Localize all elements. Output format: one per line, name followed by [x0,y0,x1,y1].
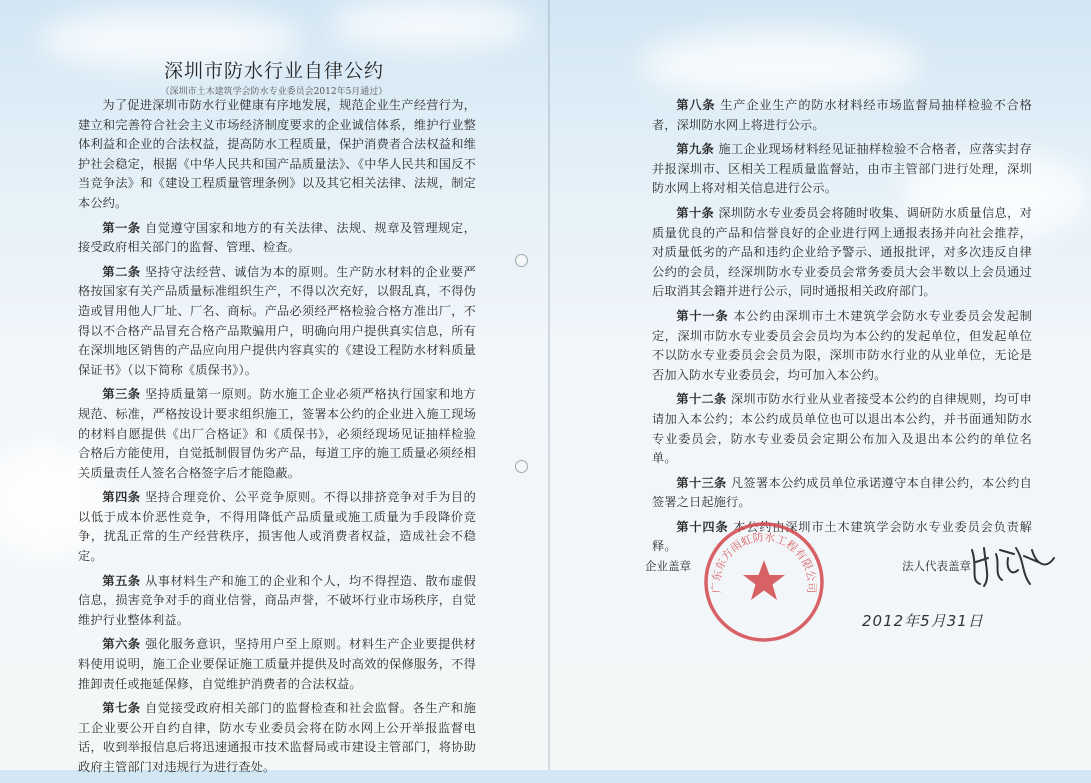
article-heading: 第十四条 [676,519,729,534]
article-heading: 第十二条 [676,392,727,407]
article-1 [78,219,476,258]
article-text: 本公约由深圳市土木建筑学会防水专业委员会发起制定，深圳市防水专业委员会会员均为本公约的发起单位，但发起单位不以防水专业委员会会员为限，深圳市防水行业的从业单位，无论是否加入防水专业委员会，均可加入本公约。 [652,308,1033,382]
article-10 [652,204,1032,302]
cloud-decoration [640,30,920,100]
article-heading: 第五条 [102,573,141,588]
article-4 [78,488,476,566]
article-text: 自觉接受政府相关部门的监督检查和社会监督。各生产和施工企业要公开自约自律，防水专业委员会将在防水网上公开举报监督电话，收到举报信息后将迅速通报市技术监督局或市建设主管部门，将协助政府主管部门对违规行为进行查处。 [78,701,476,774]
left-column [78,96,476,783]
preamble: 为了促进深圳市防水行业健康有序地发展，规范企业生产经营行为，建立和完善符合社会主义市场经济制度要求的企业诚信体系，维护行业整体利益和企业的合法权益，提高防水工程质量，保护消费者合法权益和维护社会稳定，根据《中华人民共和国产品质量法》、《中华人民共和国反不当竞争法》和《建设工程质量管理条例》以及其它相关法律、法规，制定本公约。 [78,98,476,210]
article-text: 深圳市防水行业从业者接受本公约的自律规则，均可申请加入本公约；本公约成员单位也可以退出本公约，并书面通知防水专业委员会，防水专业委员会定期公布加入及退出本公约的单位名单。 [652,392,1032,466]
article-text: 自觉遵守国家和地方的有关法律、法规、规章及管理规定，接受政府相关部门的监督、管理、检查。 [78,220,476,255]
article-9 [652,140,1032,199]
article-text: 坚持守法经营、诚信为本的原则。生产防水材料的企业要严格按国家有关产品质量标准组织生产，不得以次充好，以假乱真，不得伪造或冒用他人厂址、厂名、商标。产品必须经严格检验合格方准出厂，不得以不合格产品冒充合格产品欺骗用户，明确向用户提供真实信息，所有在深圳地区销售的产品应向用户提供内容真实的《建设工程防水材料质量保证书》（以下简称《质保书》）。 [78,264,476,377]
handwritten-signature [966,540,1058,590]
article-text: 施工企业现场材料经见证抽样检验不合格者，应落实封存并报深圳市、区相关工程质量监督站，由市主管部门进行处理，深圳防水网上将对相关信息进行公示。 [652,142,1032,196]
article-heading: 第六条 [102,637,141,652]
seal-text: 广东东方雨虹防水工程有限公司 [709,530,819,594]
right-column [652,96,1032,562]
article-2 [78,263,476,381]
article-text: 从事材料生产和施工的企业和个人，均不得捏造、散布虚假信息，损害竞争对手的商业信誉，商品声誉，不破坏行业市场秩序，自觉维护行业整体利益。 [78,573,476,627]
document-subtitle: （深圳市土木建筑学会防水专业委员会2012年5月通过） [160,87,388,97]
article-text: 凡签署本公约成员单位承诺遵守本自律公约，本公约自签署之日起施行。 [652,475,1032,510]
article-8 [652,96,1032,135]
article-5 [78,572,476,631]
article-text: 坚持质量第一原则。防水施工企业必须严格执行国家和地方规范、标准，严格按设计要求组织施工，签署本公约的企业进入施工现场的材料自愿提供《出厂合格证》和《质保书》，必须经现场见证抽样检验合格后方能使用，自觉抵制假冒伪劣产品，每道工序的施工质量必须经相关质量责任人签名合格签字后才能隐蔽。 [78,387,476,480]
company-seal-label: 企业盖章 [645,559,691,573]
article-heading: 第七条 [102,701,141,716]
article-heading: 第八条 [676,98,716,112]
page-fold [548,0,550,770]
article-13 [652,474,1032,513]
article-heading: 第三条 [102,387,141,402]
article-7 [78,699,476,777]
article-3 [78,385,476,483]
article-11 [652,307,1032,385]
article-text: 坚持合理竞价、公平竞争原则。不得以排挤竞争对手为目的以低于成本价恶性竞争，不得用降低产品质量或施工质量为手段降价竞争，扰乱正常的生产经营秩序，损害他人或消费者权益，造成社会不稳定。 [78,490,476,564]
article-heading: 第十条 [676,205,715,220]
article-heading: 第四条 [102,490,141,505]
article-text: 生产企业生产的防水材料经市场监督局抽样检验不合格者，深圳防水网上将进行公示。 [652,98,1033,132]
article-text: 强化服务意识，坚持用户至上原则。材料生产企业要提供材料使用说明，施工企业要保证施工质量并提供及时高效的保修服务，不得推卸责任或拖延保修，自觉维护消费者的合法权益。 [78,637,476,691]
document-title: 深圳市防水行业自律公约 [163,60,384,82]
article-heading: 第一条 [102,220,141,235]
signing-date: 2012年5月31日 [862,612,984,630]
signature-strokes [972,548,1054,586]
article-heading: 第十一条 [676,308,729,323]
article-6 [78,635,476,694]
article-12 [652,390,1032,468]
article-text: 深圳防水专业委员会将随时收集、调研防水质量信息，对质量优良的产品和信誉良好的企业进行网上通报表扬并向社会推荐，对质量低劣的产品和违约企业给予警示、通报批评，对多次违反自律公约的会员，经深圳防水专业委员会常务委员大会半数以上会员通过后取消其会籍并进行公示，同时通报相关政府部门。 [652,205,1032,299]
article-text: 本公约由深圳市土木建筑学会防水专业委员会负责解释。 [652,519,1033,554]
article-heading: 第十三条 [676,475,727,490]
company-seal [702,520,826,644]
seal-star-icon [743,560,785,600]
legal-rep-label: 法人代表盖章 [902,559,971,573]
article-heading: 第九条 [676,142,715,157]
article-heading: 第二条 [102,264,141,279]
